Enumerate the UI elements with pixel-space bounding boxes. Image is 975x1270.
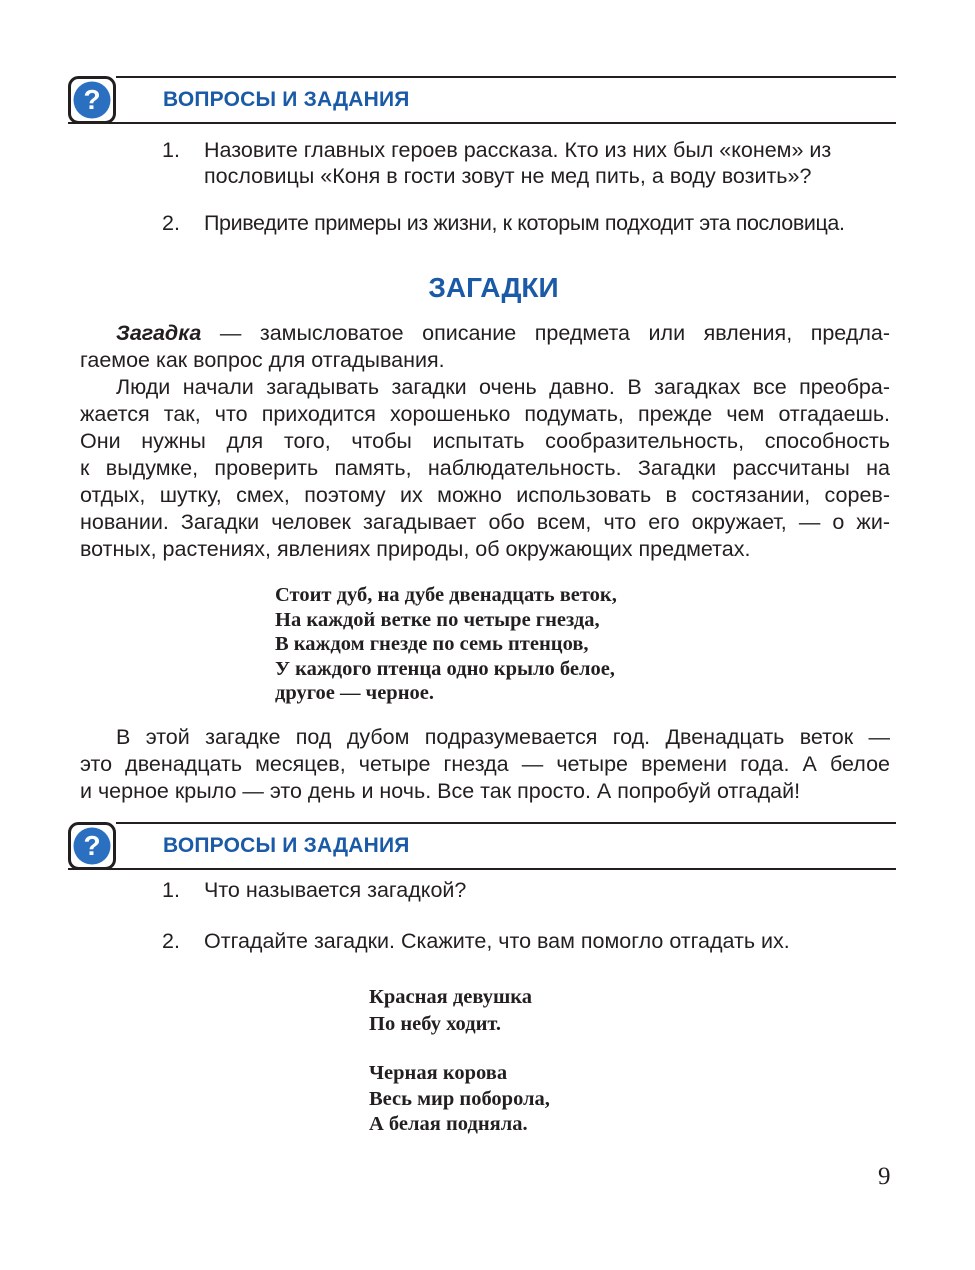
task-text-line: Приведите примеры из жизни, к которым подходит эта пословица. — [204, 211, 845, 235]
question-mark-icon — [68, 822, 116, 870]
task-text — [204, 137, 831, 189]
task-number: 1. — [162, 878, 180, 902]
paragraph-line: отдых, шутку, смех, поэтому их можно использовать в состязании, сорев- — [80, 483, 890, 507]
verse-line: У каждого птенца одно крыло белое, — [275, 657, 615, 680]
definition-line — [80, 320, 890, 347]
header-rule-bottom — [68, 868, 896, 870]
header-rule-bottom — [68, 122, 896, 124]
questions-header-2 — [68, 822, 896, 870]
verse-line: Красная девушка — [369, 986, 533, 1008]
verse-line: Весь мир поборола, — [369, 1087, 550, 1110]
section-title: ЗАГАДКИ — [428, 272, 559, 303]
question-mark-icon — [68, 76, 116, 124]
verse-line: В каждом гнезде по семь птенцов, — [275, 633, 589, 655]
task-text — [204, 928, 790, 954]
questions-header-title: ВОПРОСЫ И ЗАДАНИЯ — [163, 88, 410, 111]
task-text-line: Назовите главных героев рассказа. Кто из них был «конем» из — [204, 138, 832, 162]
paragraph-line: вотных, растениях, явлениях природы, об окружающих предметах. — [80, 537, 751, 561]
page-number: 9 — [878, 1163, 891, 1190]
paragraph-line: новании. Загадки человек загадывает обо всем, что его окружает, — о жи- — [80, 510, 890, 534]
definition-term: Загадка — [116, 321, 202, 345]
task-text — [204, 877, 466, 903]
verse-line: другое — черное. — [275, 682, 434, 704]
paragraph-line: Люди начали загадывать загадки очень давно. В загадках все преобра- — [116, 375, 890, 399]
definition-line: гаемое как вопрос для отгадывания. — [80, 348, 445, 372]
verse-line: А белая подняла. — [369, 1113, 528, 1135]
svg-text:?: ? — [83, 84, 101, 115]
riddle-verse-1 — [369, 984, 532, 1038]
definition-text: — замысловатое описание предмета или явления, предла- — [201, 321, 890, 345]
header-rule-top — [116, 822, 896, 824]
riddle-verse-2 — [369, 1061, 550, 1138]
verse-line: По небу ходит. — [369, 1013, 502, 1035]
task-text — [204, 210, 845, 236]
questions-header-1 — [68, 76, 896, 124]
task-number: 2. — [162, 211, 180, 235]
riddles-intro — [80, 320, 890, 563]
header-rule-top — [116, 76, 896, 78]
task-number: 2. — [162, 929, 180, 953]
verse-line: Стоит дуб, на дубе двенадцать веток, — [275, 584, 617, 606]
paragraph-line: Они нужны для того, чтобы испытать сообразительность, способность — [80, 429, 890, 453]
verse-line: Черная корова — [369, 1062, 508, 1084]
explanation-line: это двенадцать месяцев, четыре гнезда — четыре времени года. А белое — [80, 752, 890, 776]
svg-text:?: ? — [83, 830, 101, 861]
riddle-explanation — [80, 724, 890, 805]
task-text-line: пословицы «Коня в гости зовут не мед пить, а воду возить»? — [204, 164, 812, 188]
paragraph-line: к выдумке, проверить память, наблюдательность. Загадки рассчитаны на — [80, 456, 890, 480]
paragraph-line: жается так, что приходится хорошенько подумать, прежде чем отгадаешь. — [80, 402, 890, 426]
explanation-line: и черное крыло — это день и ночь. Все так просто. А попробуй отгадай! — [80, 779, 801, 803]
example-riddle-verse — [275, 583, 617, 706]
task-number: 1. — [162, 138, 180, 162]
verse-line: На каждой ветке по четыре гнезда, — [275, 608, 600, 631]
task-text-line: Что называется загадкой? — [204, 878, 467, 902]
questions-header-title: ВОПРОСЫ И ЗАДАНИЯ — [163, 834, 410, 857]
explanation-line: В этой загадке под дубом подразумевается год. Двенадцать веток — — [116, 725, 890, 749]
task-text-line: Отгадайте загадки. Скажите, что вам помогло отгадать их. — [204, 929, 790, 953]
